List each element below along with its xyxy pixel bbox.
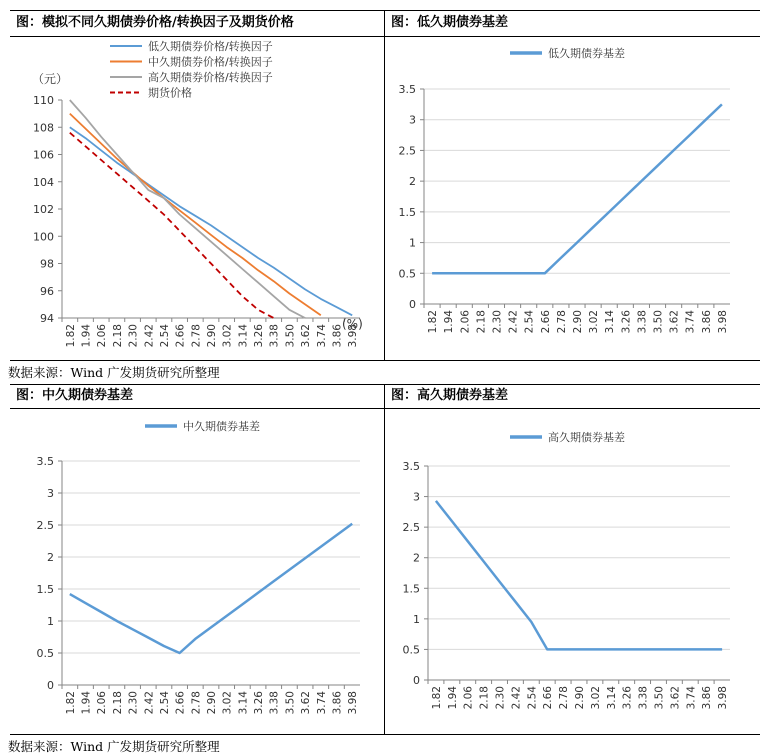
- x-tick-label: 3.02: [589, 686, 602, 710]
- x-tick-label: 3.50: [652, 310, 665, 334]
- x-tick-label: 2.66: [539, 310, 552, 334]
- x-tick-label: 2.06: [96, 324, 109, 348]
- x-tick-label: 3.50: [284, 691, 297, 715]
- data-source-bottom: 数据来源：Wind 广发期货研究所整理: [8, 739, 220, 754]
- x-tick-label: 3.74: [684, 310, 697, 334]
- y-tick-label: 1: [409, 236, 416, 250]
- x-tick-label: 3.62: [669, 686, 682, 710]
- x-tick-label: 3.50: [653, 686, 666, 710]
- x-tick-label: 3.86: [700, 310, 713, 334]
- x-tick-label: 3.62: [300, 324, 313, 348]
- x-tick-label: 3.62: [300, 691, 313, 715]
- x-tick-label: 3.02: [588, 310, 601, 334]
- legend-label: 高久期债券基差: [548, 431, 625, 444]
- x-tick-label: 2.90: [572, 310, 584, 334]
- x-tick-label: 3.98: [347, 324, 360, 348]
- data-source-top: 数据来源：Wind 广发期货研究所整理: [8, 365, 220, 380]
- y-tick-label: 104: [33, 175, 54, 189]
- x-tick-label: 3.14: [605, 686, 618, 710]
- x-tick-label: 1.82: [64, 691, 77, 715]
- y-tick-label: 3: [413, 490, 420, 504]
- legend-label: 期货价格: [148, 86, 192, 100]
- legend-label: 中久期债券基差: [183, 420, 260, 433]
- x-tick-label: 2.18: [111, 691, 124, 715]
- x-tick-label: 2.78: [555, 310, 568, 334]
- bottom-right-chart-title: 图：高久期债券基差: [391, 388, 509, 403]
- y-tick-label: 0.5: [36, 647, 54, 660]
- x-tick-label: 3.74: [315, 691, 328, 715]
- x-tick-label: 2.66: [542, 686, 555, 710]
- y-tick-label: 0: [47, 679, 54, 692]
- x-tick-label: 3.38: [268, 324, 281, 348]
- y-tick-label: 2.5: [36, 519, 54, 532]
- y-tick-label: 106: [33, 148, 54, 162]
- y-tick-label: 0: [413, 674, 420, 687]
- x-tick-label: 2.66: [174, 691, 187, 715]
- x-tick-label: 2.06: [459, 310, 472, 334]
- y-tick-label: 96: [40, 284, 54, 298]
- y-tick-label: 2.5: [402, 521, 420, 535]
- x-tick-label: 3.02: [221, 691, 234, 715]
- x-tick-label: 2.54: [158, 324, 171, 348]
- x-tick-label: 3.86: [331, 324, 344, 348]
- x-tick-label: 3.38: [268, 691, 281, 715]
- x-tick-label: 3.98: [717, 686, 730, 710]
- x-tick-label: 2.42: [510, 686, 523, 710]
- x-tick-label: 3.26: [253, 324, 266, 348]
- x-axis-unit: (%): [342, 317, 363, 331]
- legend-label: 高久期债券价格/转换因子: [148, 71, 273, 84]
- x-tick-label: 3.74: [315, 324, 328, 348]
- x-tick-label: 2.18: [111, 324, 124, 348]
- y-tick-label: 3.5: [402, 460, 420, 473]
- y-tick-label: 98: [40, 257, 54, 271]
- x-tick-label: 1.82: [427, 310, 440, 334]
- x-tick-label: 3.98: [716, 310, 729, 334]
- x-tick-label: 3.98: [347, 691, 360, 715]
- y-tick-label: 3.5: [398, 83, 416, 96]
- x-tick-label: 3.14: [604, 310, 617, 334]
- y-tick-label: 1: [47, 615, 54, 628]
- x-tick-label: 3.26: [621, 686, 634, 710]
- x-tick-label: 2.18: [475, 310, 488, 334]
- x-tick-label: 2.90: [574, 686, 586, 710]
- x-tick-label: 2.30: [127, 691, 140, 715]
- x-tick-label: 3.62: [668, 310, 681, 334]
- x-tick-label: 3.38: [636, 310, 649, 334]
- y-tick-label: 1.5: [36, 583, 54, 596]
- y-tick-label: 0: [409, 298, 416, 311]
- x-tick-label: 3.26: [253, 691, 266, 715]
- x-tick-label: 3.38: [637, 686, 650, 710]
- x-tick-label: 2.54: [523, 310, 536, 334]
- y-tick-label: 94: [40, 312, 54, 325]
- y-tick-label: 3: [409, 113, 416, 127]
- y-tick-label: 3.5: [36, 455, 54, 468]
- x-tick-label: 2.18: [478, 686, 491, 710]
- y-tick-label: 108: [33, 121, 54, 135]
- x-tick-label: 1.82: [430, 686, 443, 710]
- top-right-chart-title: 图：低久期债券基差: [391, 15, 509, 30]
- x-tick-label: 2.30: [127, 324, 140, 348]
- x-tick-label: 2.66: [174, 324, 187, 348]
- x-tick-label: 2.54: [526, 686, 539, 710]
- y-tick-label: 110: [33, 94, 54, 107]
- x-tick-label: 1.82: [64, 324, 77, 348]
- x-tick-label: 3.86: [331, 691, 344, 715]
- y-tick-label: 1.5: [402, 582, 420, 596]
- x-tick-label: 1.94: [80, 324, 93, 348]
- series-line: [436, 501, 722, 650]
- x-tick-label: 2.42: [507, 310, 520, 334]
- y-tick-label: 0.5: [398, 267, 416, 281]
- legend-label: 低久期债券基差: [548, 47, 625, 60]
- y-tick-label: 2: [409, 175, 416, 189]
- y-tick-label: 1.5: [398, 205, 416, 219]
- x-tick-label: 2.90: [206, 691, 218, 715]
- x-tick-label: 2.30: [491, 310, 504, 334]
- legend-label: 低久期债券价格/转换因子: [148, 40, 273, 53]
- x-tick-label: 2.06: [96, 691, 109, 715]
- y-tick-label: 2: [47, 551, 54, 564]
- x-tick-label: 2.06: [462, 686, 475, 710]
- top-left-chart-title: 图：模拟不同久期债券价格/转换因子及期货价格: [16, 15, 294, 30]
- bottom-left-chart-title: 图：中久期债券基差: [16, 388, 134, 403]
- y-tick-label: 102: [33, 203, 54, 216]
- x-tick-label: 1.94: [446, 686, 459, 710]
- y-tick-label: 3: [47, 487, 54, 500]
- y-axis-unit: （元）: [32, 72, 69, 86]
- y-tick-label: 1: [413, 612, 420, 626]
- x-tick-label: 3.14: [237, 324, 250, 348]
- x-tick-label: 2.30: [494, 686, 507, 710]
- x-tick-label: 3.50: [284, 324, 297, 348]
- x-tick-label: 3.74: [685, 686, 698, 710]
- x-tick-label: 2.54: [158, 691, 171, 715]
- x-tick-label: 3.26: [620, 310, 633, 334]
- x-tick-label: 2.78: [190, 324, 203, 348]
- y-tick-label: 2: [413, 551, 420, 565]
- x-tick-label: 3.02: [221, 324, 234, 348]
- y-tick-label: 0.5: [402, 643, 420, 657]
- x-tick-label: 2.42: [143, 691, 156, 715]
- x-tick-label: 2.78: [558, 686, 571, 710]
- legend-label: 中久期债券价格/转换因子: [148, 55, 273, 69]
- y-tick-label: 100: [33, 230, 54, 244]
- x-tick-label: 3.14: [237, 691, 250, 715]
- x-tick-label: 2.42: [143, 324, 156, 348]
- x-tick-label: 2.90: [206, 324, 218, 348]
- x-tick-label: 2.78: [190, 691, 203, 715]
- x-tick-label: 3.86: [701, 686, 714, 710]
- x-tick-label: 1.94: [443, 310, 456, 334]
- y-tick-label: 2.5: [398, 144, 416, 158]
- x-tick-label: 1.94: [80, 691, 93, 715]
